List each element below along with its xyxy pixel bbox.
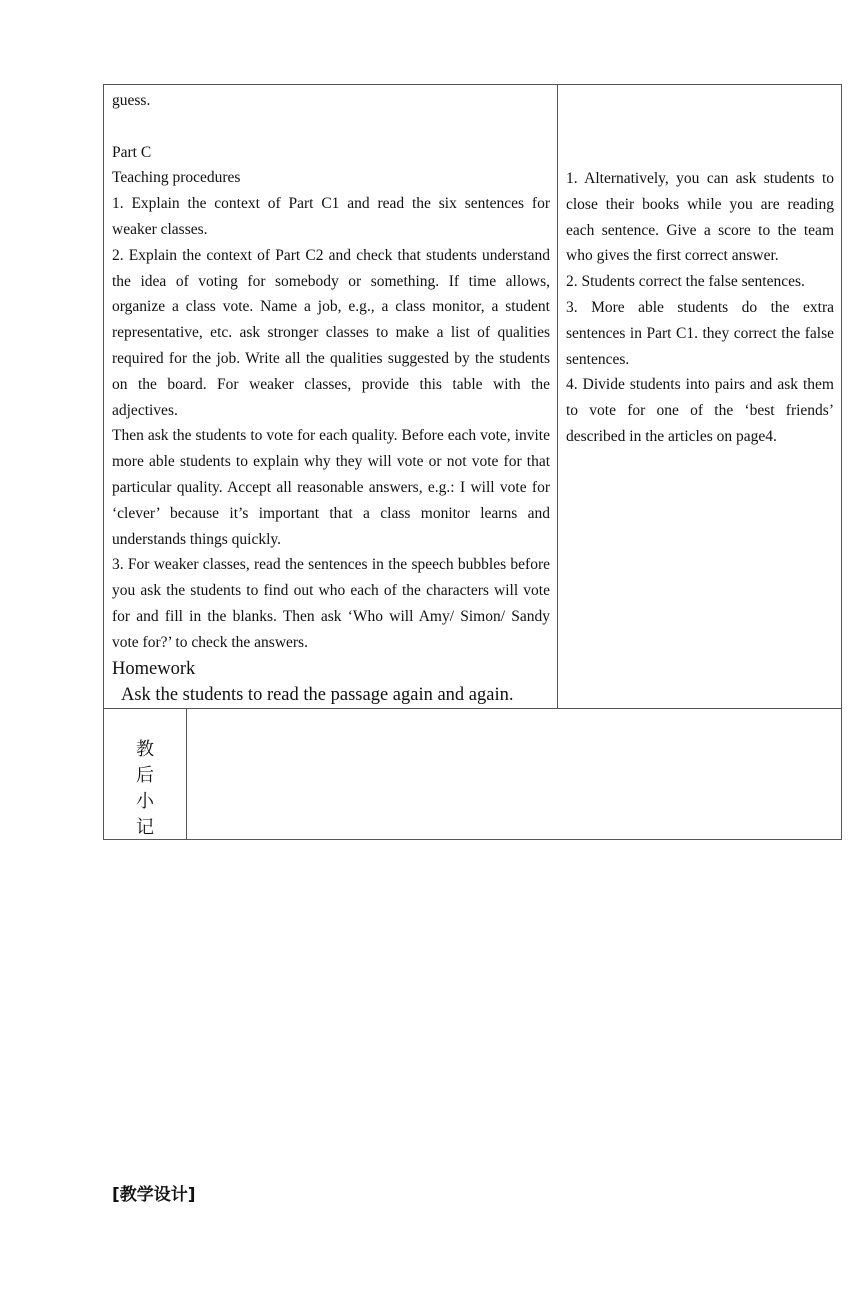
reflection-label-cell	[104, 708, 187, 839]
part-heading: Part C	[112, 143, 152, 161]
step-1: 1. Explain the context of Part C1 and read the six sentences for weaker classes.	[112, 195, 550, 238]
step-2-continued: Then ask the students to vote for each quality. Before each vote, invite more able students to explain why they will vote or not vote for that particular quality. Accept all reasonable answers, e.g.: I will vote for ‘clever’ because it’s important that a class monitor learns and understands things quickly.	[112, 427, 550, 548]
reflection-label-line1: 教后	[136, 738, 174, 786]
note-4: 4. Divide students into pairs and ask them to vote for one of the ‘best friends’ described in the articles on page4.	[566, 376, 834, 445]
continuation-text: guess.	[112, 92, 151, 109]
note-1: 1. Alternatively, you can ask students to close their books while you are reading each sentence. Give a score to the team who gives the first correct answer.	[566, 170, 834, 265]
step-3: 3. For weaker classes, read the sentences in the speech bubbles before you ask the students to find out who each of the characters will vote for and fill in the blanks. Then ask ‘Who will Amy/ Simon/ Sandy vote for?’ to check the answers.	[112, 556, 550, 651]
homework-text: Ask the students to read the passage again and again.	[121, 684, 514, 705]
lesson-plan-table	[103, 84, 842, 840]
notes-cell	[558, 85, 842, 709]
procedures-heading: Teaching procedures	[112, 169, 241, 187]
reflection-content-cell[interactable]	[187, 708, 842, 839]
spacer	[112, 114, 550, 140]
procedures-row	[104, 85, 842, 709]
note-3: 3. More able students do the extra sentences in Part C1. they correct the false sentences.	[566, 298, 834, 368]
footer-heading: [教学设计]	[112, 1185, 196, 1205]
reflection-label-line2: 小记	[136, 790, 174, 838]
step-2: 2. Explain the context of Part C2 and check that students understand the idea of voting for somebody or something. If time allows, organize a class vote. Name a job, e.g., a class monitor, a student representative, etc. ask stronger classes to make a list of qualities required for the job. Write all the qualities suggested by the students on the board. For weaker classes, provide this table with the adjectives.	[112, 246, 550, 419]
homework-heading: Homework	[112, 658, 196, 679]
procedures-cell	[104, 85, 558, 709]
reflection-row	[104, 708, 842, 839]
note-2: 2. Students correct the false sentences.	[566, 273, 805, 291]
